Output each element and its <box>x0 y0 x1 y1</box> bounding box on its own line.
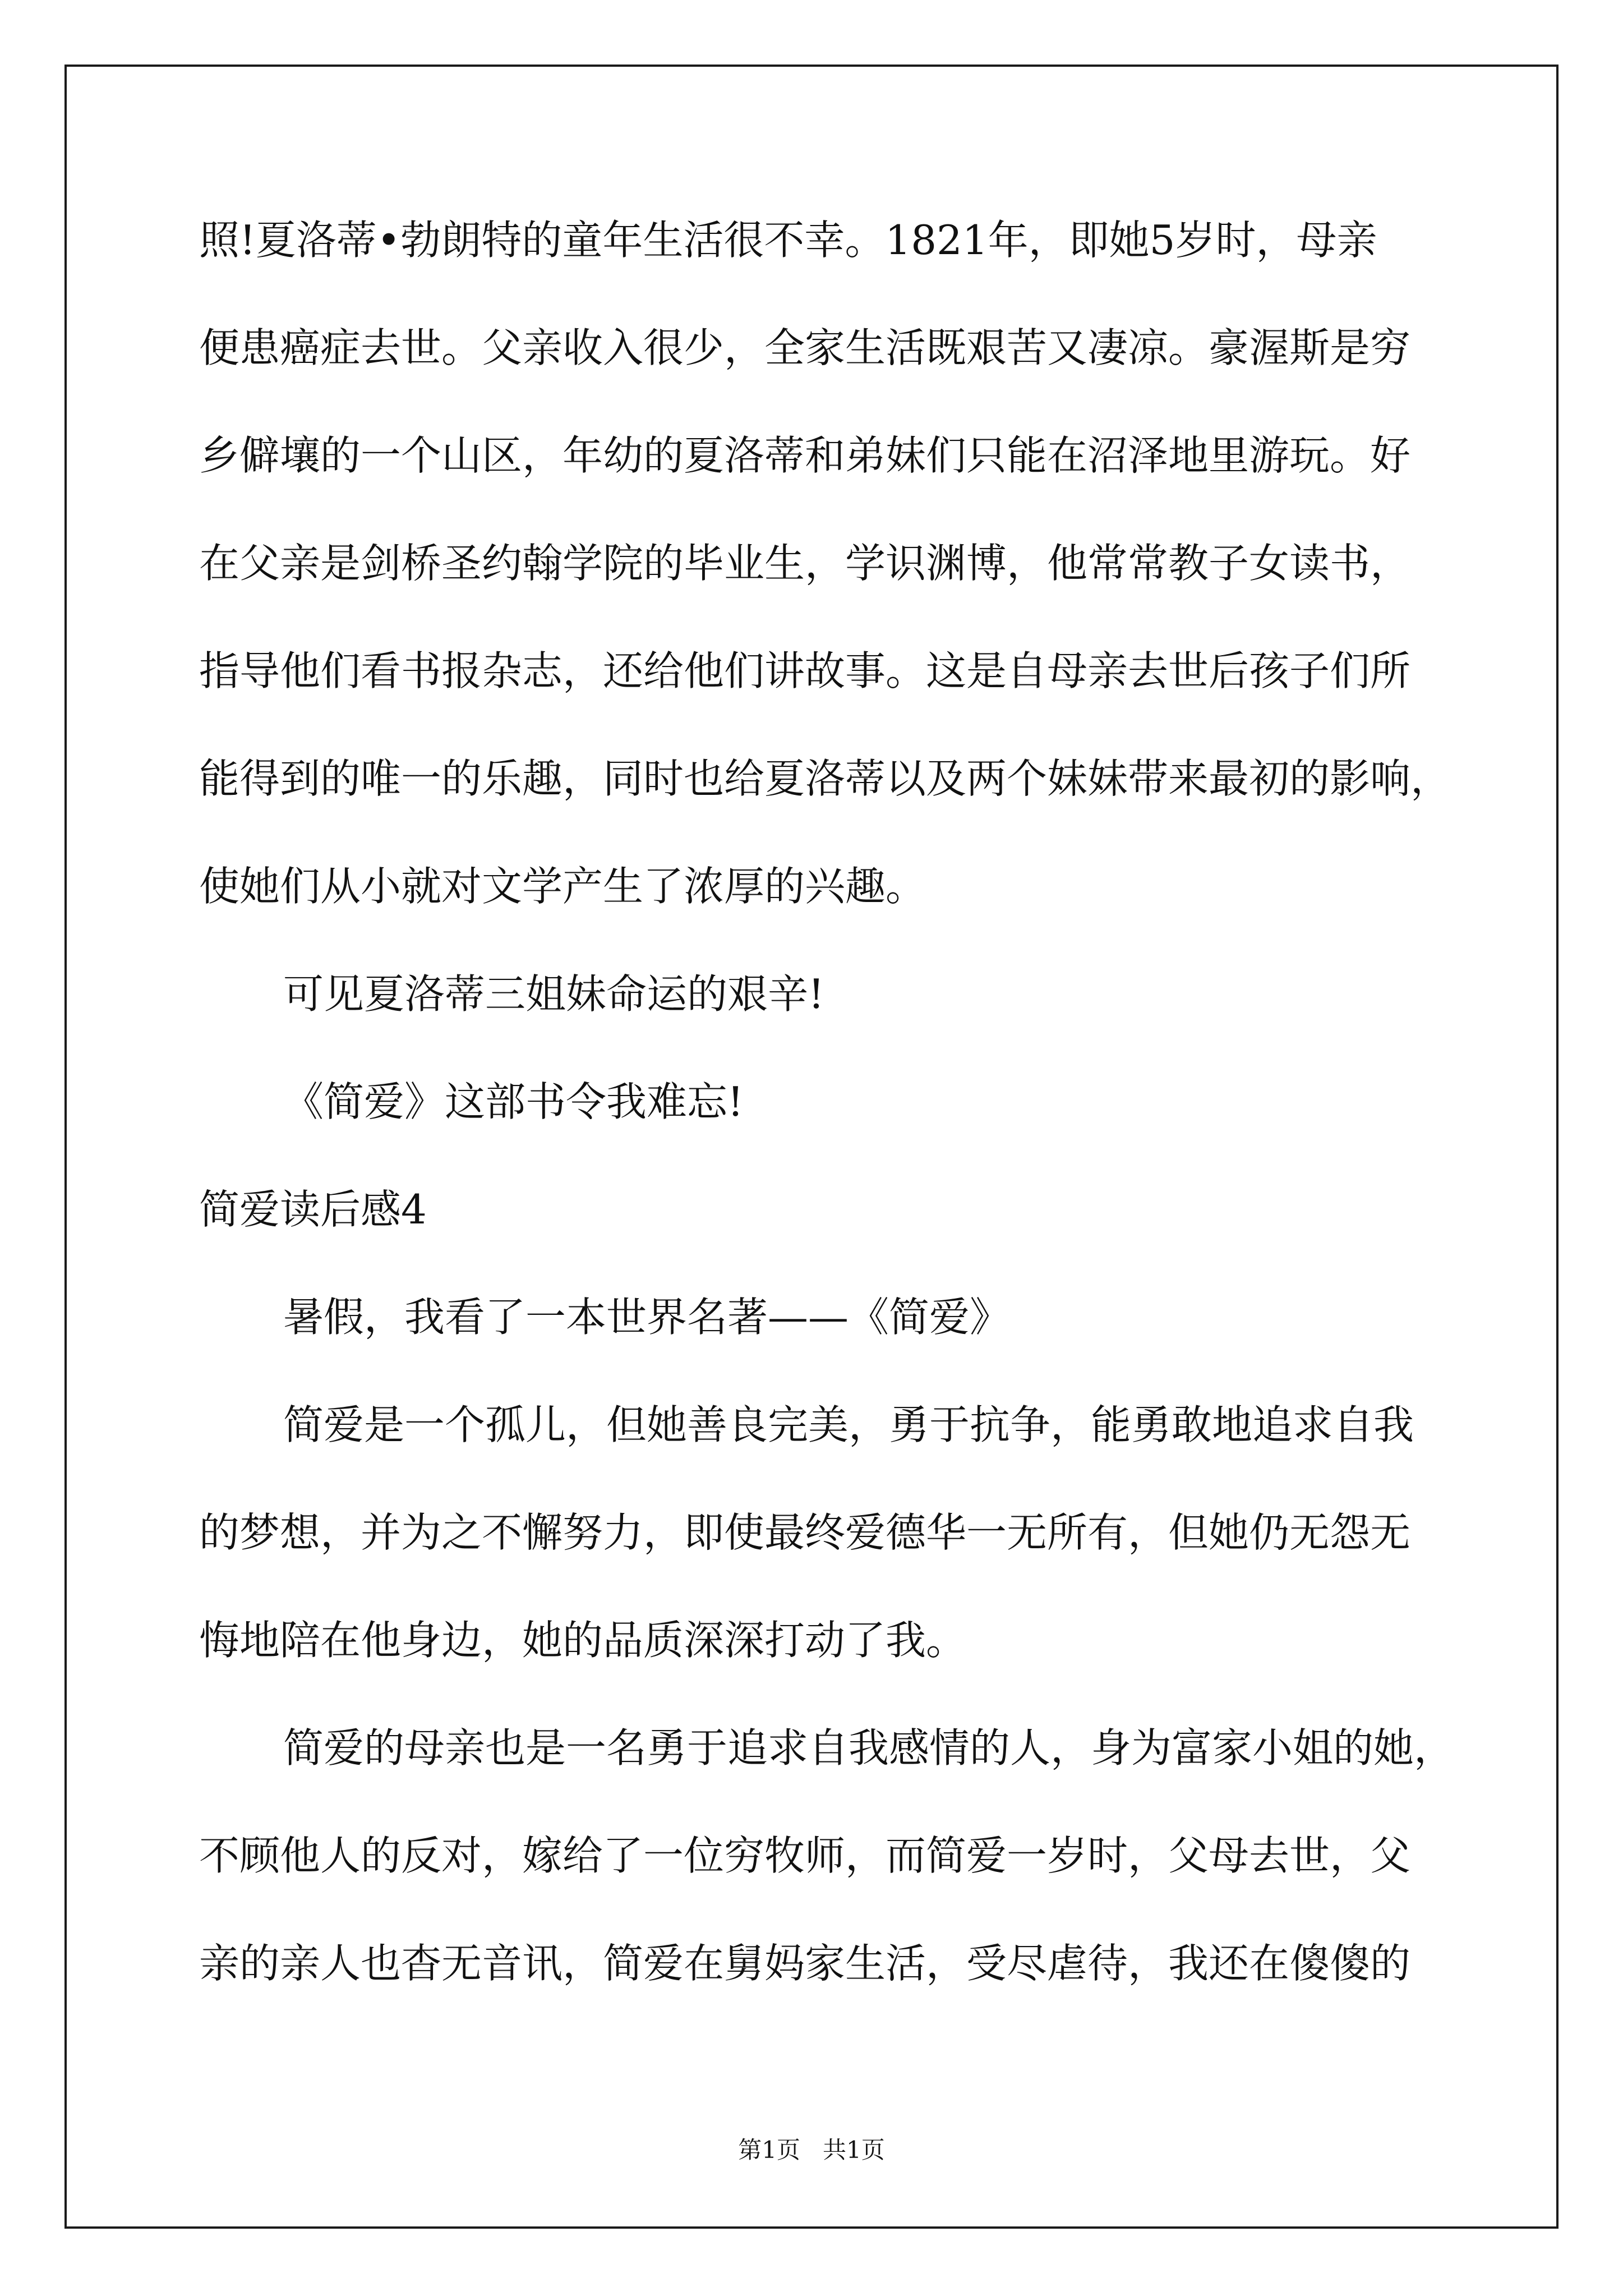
text-line: 照!夏洛蒂•勃朗特的童年生活很不幸。1821年，即她5岁时，母亲 <box>199 217 1377 264</box>
page-footer <box>0 2132 1623 2165</box>
text-line: 悔地陪在他身边，她的品质深深打动了我。 <box>199 1617 967 1664</box>
text-line: 《简爱》这部书令我难忘! <box>283 1078 744 1125</box>
page-total: 共1页 <box>823 2136 885 2164</box>
text-line: 的梦想，并为之不懈努力，即使最终爱德华一无所有，但她仍无怨无 <box>199 1509 1411 1556</box>
document-body <box>199 213 1455 2044</box>
text-line: 暑假，我看了一本世界名著——《简爱》 <box>283 1294 1011 1341</box>
text-line: 可见夏洛蒂三姐妹命运的艰辛! <box>283 970 824 1018</box>
text-line: 便患癌症去世。父亲收入很少，全家生活既艰苦又凄凉。豪渥斯是穷 <box>199 324 1411 371</box>
text-line: 不顾他人的反对，嫁给了一位穷牧师，而简爱一岁时，父母去世，父 <box>199 1832 1411 1879</box>
text-line: 简爱是一个孤儿，但她善良完美，勇于抗争，能勇敢地追求自我 <box>283 1401 1414 1448</box>
section-heading: 简爱读后感4 <box>199 1186 427 1233</box>
page-number: 第1页 <box>738 2136 800 2164</box>
text-line: 乡僻壤的一个山区，年幼的夏洛蒂和弟妹们只能在沼泽地里游玩。好 <box>199 432 1411 479</box>
text-line: 指导他们看书报杂志，还给他们讲故事。这是自母亲去世后孩子们所 <box>199 647 1411 694</box>
text-line: 在父亲是剑桥圣约翰学院的毕业生，学识渊博，他常常教子女读书， <box>199 540 1411 587</box>
text-line: 使她们从小就对文学产生了浓厚的兴趣。 <box>199 863 926 910</box>
text-line: 能得到的唯一的乐趣，同时也给夏洛蒂以及两个妹妹带来最初的影响， <box>199 755 1451 802</box>
text-line: 简爱的母亲也是一名勇于追求自我感情的人，身为富家小姐的她， <box>283 1724 1455 1772</box>
text-line: 亲的亲人也杳无音讯，简爱在舅妈家生活，受尽虐待，我还在傻傻的 <box>199 1940 1411 1987</box>
